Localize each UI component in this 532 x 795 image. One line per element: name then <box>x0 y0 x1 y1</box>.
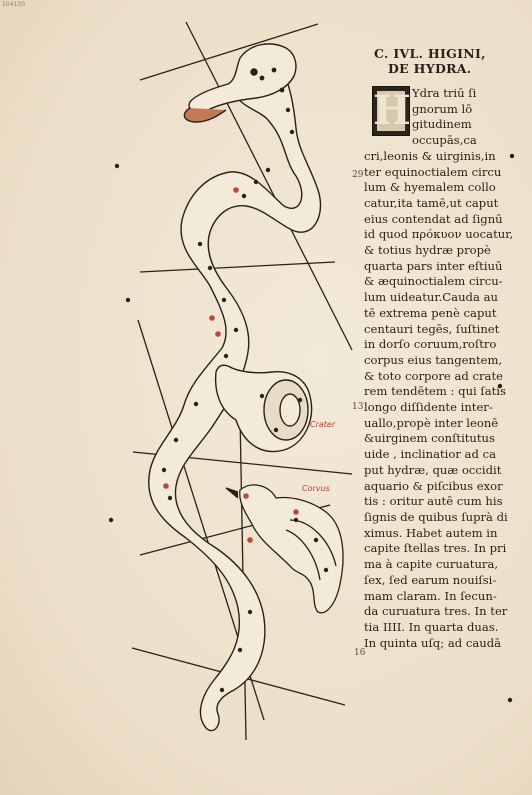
page-dot <box>508 698 512 702</box>
body-text <box>364 86 532 651</box>
text-line: cri,leonis & uirginis,in <box>364 148 496 163</box>
text-line: Ydra triū ſi <box>412 86 477 100</box>
text-line: ſex, ſed earum nouiſsi- <box>364 572 497 587</box>
text-line: capite ſtellas tres. In pri <box>364 541 507 556</box>
text-line: quarta pars inter eſtiuū <box>364 258 503 273</box>
text-column <box>364 46 526 650</box>
text-line: & æquinoctialem circu- <box>364 274 503 289</box>
text-line: ſignis de quibus ſuprà di <box>364 509 508 524</box>
chapter-heading <box>364 46 526 76</box>
equator-line <box>140 262 335 272</box>
text-line: ter equinoctialem circu <box>364 164 502 179</box>
text-line: & toto corpore ad crate <box>364 368 503 383</box>
text-line: put hydræ, quæ occidit <box>364 462 502 477</box>
text-line: lum uideatur.Cauda au <box>364 290 498 305</box>
margin-number-29: 29 <box>352 170 364 180</box>
page-dot <box>109 518 113 522</box>
crater-cup <box>216 365 312 451</box>
corvus-annotation: Corvus <box>302 484 330 493</box>
text-line: rem tendētem : qui ſatis <box>364 384 506 399</box>
text-line: lum & hyemalem collo <box>364 180 496 195</box>
page-dot <box>115 164 119 168</box>
text-line: longo diſſidente inter- <box>364 400 493 415</box>
margin-number-16: 16 <box>354 648 366 658</box>
text-line: gnorum lō <box>412 101 473 116</box>
text-line: id quod πρόκυον uocatur, <box>364 227 514 242</box>
text-line: centauri tegēs, ſuſtinet <box>364 321 500 336</box>
text-line: mam claram. In ſecun- <box>364 588 497 603</box>
text-line: ma à capite curuatura, <box>364 557 499 572</box>
text-line: gitudinem <box>412 117 472 132</box>
text-line: In quinta uſq; ad caudā <box>364 635 502 650</box>
text-line: eius contendat ad ſignū <box>364 211 503 226</box>
text-line: da curuatura tres. In ter <box>364 604 508 619</box>
text-line: ximus. Habet autem in <box>364 525 498 540</box>
text-line: & totius hydræ propè <box>364 243 491 258</box>
text-line: tis : oritur autē cum his <box>364 494 503 509</box>
text-line: occupās,ca <box>412 133 477 148</box>
crater-annotation: Crater <box>310 420 336 429</box>
margin-number-13: 13 <box>352 402 364 412</box>
text-line: in dorſo coruum,roſtro <box>364 337 497 352</box>
initial-letter: H <box>373 87 411 134</box>
heading-title: DE HYDRA. <box>388 61 472 76</box>
scan-id: 104130 <box>2 1 25 8</box>
text-line: corpus eius tangentem, <box>364 352 503 367</box>
text-line: uide , inclinatior ad ca <box>364 447 496 462</box>
page-dot <box>126 298 130 302</box>
text-line: &uirginem conſtitutus <box>364 431 495 446</box>
text-line: tia IIII. In quarta duas. <box>364 619 499 634</box>
text-line: tē extrema penè caput <box>364 305 497 320</box>
text-line: uallo,propè inter leonē <box>364 415 499 430</box>
heading-author: C. IVL. HIGINI, <box>374 46 486 61</box>
text-line: aquario & piſcibus exor <box>364 478 503 493</box>
text-line: catur,ita tamē,ut caput <box>364 195 499 210</box>
